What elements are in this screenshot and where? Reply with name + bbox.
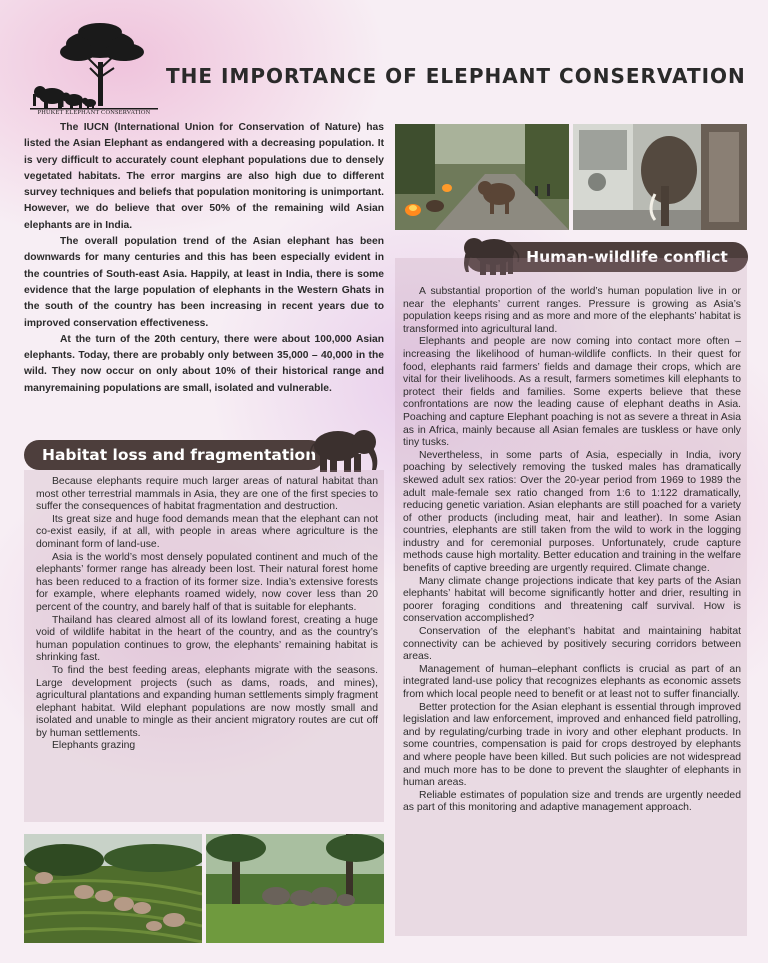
intro-paragraph: At the turn of the 20th century, there were about 100,000 Asian elephants. Today, there are probably only between 35,000 – 40,000 in the wild. They now occur on only about 10% of their historical range and manyremaining populations are small, isolated and vulnerable. bbox=[24, 333, 384, 394]
elephants-tea-field-photo bbox=[24, 834, 202, 943]
habitat-paragraph: Thailand has cleared almost all of its lowland forest, creating a huge void of wildlife habitat in the heart of the country, and as the country’s human population continues to grow, the elephants’ remaining habitat is shrinking fast. bbox=[36, 614, 378, 664]
elephants-forest-clearing-photo bbox=[206, 834, 384, 943]
conflict-paragraph: Many climate change projections indicate that key parts of the Asian elephants’ habitat will become significantly hotter and drier, resulting in poorer foraging conditions and threatening calf survival. How is conservation accomplished? bbox=[403, 575, 741, 625]
conflict-paragraph: Reliable estimates of population size and trends are urgently needed as part of this monitoring and adaptive management approach. bbox=[403, 789, 741, 814]
grazing-photos bbox=[24, 834, 384, 943]
conflict-heading-label: Human-wildlife conflict bbox=[526, 248, 728, 266]
conflict-paragraph: Elephants and people are now coming into contact more often – increasing the likelihood of human-wildlife conflicts. In their quest for food, elephants raid farmers’ fields and damage their crops, which are vital for their livelihoods. As a result, farmers sometimes kill elephants to protect their fields and families. Some experts believe that these confrontations are now the leading cause of elephant deaths in Asia. Poaching and capture Elephant poaching is not as severe a threat in Asia as in Africa, mainly because all Asian females are tuskless or have only tiny tusks. bbox=[403, 336, 741, 449]
conflict-paragraph: A substantial proportion of the world’s human population live in or near the elephants’ current ranges. Pressure is growing as Asia’s population keeps rising and as more and more of the elephants’ habitat is transformed into agricultural land. bbox=[403, 286, 741, 335]
elephant-tree-logo bbox=[30, 22, 158, 122]
intro-paragraph: The overall population trend of the Asian elephant has been downwards for many centuries and this has been especially evident in the countries of South-east Asia. Happily, at least in India, there is some evidence that the large population of elephants in the Western Ghats in the south of the country has been increasing in recent years due to improved conservation effectiveness. bbox=[24, 236, 384, 329]
elephant-silhouette-icon bbox=[306, 424, 386, 474]
habitat-paragraph: Because elephants require much larger areas of natural habitat than most other terrestrial mammals in Asia, they are one of the first species to suffer the consequences of habitat fragmentation and destruction. bbox=[36, 476, 378, 513]
conflict-paragraph: Nevertheless, in some parts of Asia, especially in India, ivory poaching by selectively removing the tusked males has dramatically skewed adult sex ratios: Over the 20-year period from 1969 to 1989 the adult male-female sex ratio changed from 1:6 to 1:122 dramatically, reducing genetic variation. Asian elephants are still poached for a variety of other products (including meat, hair and leather). In some Asian countries, elephants are still taken from the wild to work in the logging industry and for ceremonial purposes. Unfortunately, crude capture methods cause high mortality. Better education and training in the welfare benefits of captive breeding are urgently required. Climate change. bbox=[403, 449, 741, 575]
conflict-paragraph: Better protection for the Asian elephant is essential through improved legislation and law enforcement, improved and enhanced field patrolling, and by regulating/curbing trade in ivory and other elephant products. In some countries, compensation is paid for crops destroyed by elephants and where people have been killed. But such policies are not widespread and much more has to be done to prevent the slaughter of elephants in human areas. bbox=[403, 701, 741, 789]
habitat-paragraph: Its great size and huge food demands mean that the elephant can not co-exist easily, if at all, with people in areas where agriculture is the dominant form of land-use. bbox=[36, 513, 378, 550]
conflict-section-text bbox=[403, 286, 741, 815]
elephant-kitchen-photo bbox=[573, 124, 747, 230]
conflict-photos bbox=[395, 124, 747, 230]
elephant-road-fire-photo bbox=[395, 124, 569, 230]
logo-caption: PHUKET ELEPHANT CONSERVATION bbox=[37, 109, 151, 116]
intro-paragraph: The IUCN (International Union for Conservation of Nature) has listed the Asian Elephant as endangered with a decreasing population. It is very difficult to accurately count elephant populations due to densely vegetated habitats. The error margins are also high due to different survey techniques and beliefs that population monitoring is unimportant. However, we do believe that over 50% of the remaining wild Asian elephants are in India. bbox=[24, 122, 384, 231]
habitat-paragraph: To find the best feeding areas, elephants migrate with the seasons. Large development projects (such as dams, roads, and mines), agricultural plantations and expanding human settlements simply fragment elephant habitat. Wild elephant populations are now mostly small and isolated and unable to mingle as their ancient migratory routes are cut off by human settlements. bbox=[36, 664, 378, 739]
habitat-paragraph: Asia is the world’s most densely populated continent and much of the elephants’ former range has already been lost. Their natural forest home has been reduced to a fraction of its former size. India’s extensive forests for example, where elephants roamed widely, now cover less than 20 percent of the country, and barely half of that is suitable for elephants. bbox=[36, 551, 378, 613]
page-title: THE IMPORTANCE OF ELEPHANT CONSERVATION bbox=[166, 64, 746, 88]
habitat-heading-label: Habitat loss and fragmentation bbox=[42, 446, 317, 464]
intro-section bbox=[24, 120, 384, 397]
habitat-section-text bbox=[36, 476, 378, 753]
conflict-paragraph: Management of human–elephant conflicts is crucial as part of an integrated land-use policy that recognizes elephants as economic assets from which local people need to benefit or at least not to suffer financially. bbox=[403, 663, 741, 700]
photo-caption: Elephants grazing bbox=[52, 740, 136, 752]
conflict-paragraph: Conservation of the elephant’s habitat and maintaining habitat connectivity can be achieved by positively securing corridors between areas. bbox=[403, 626, 741, 663]
section-heading-habitat bbox=[24, 440, 324, 470]
